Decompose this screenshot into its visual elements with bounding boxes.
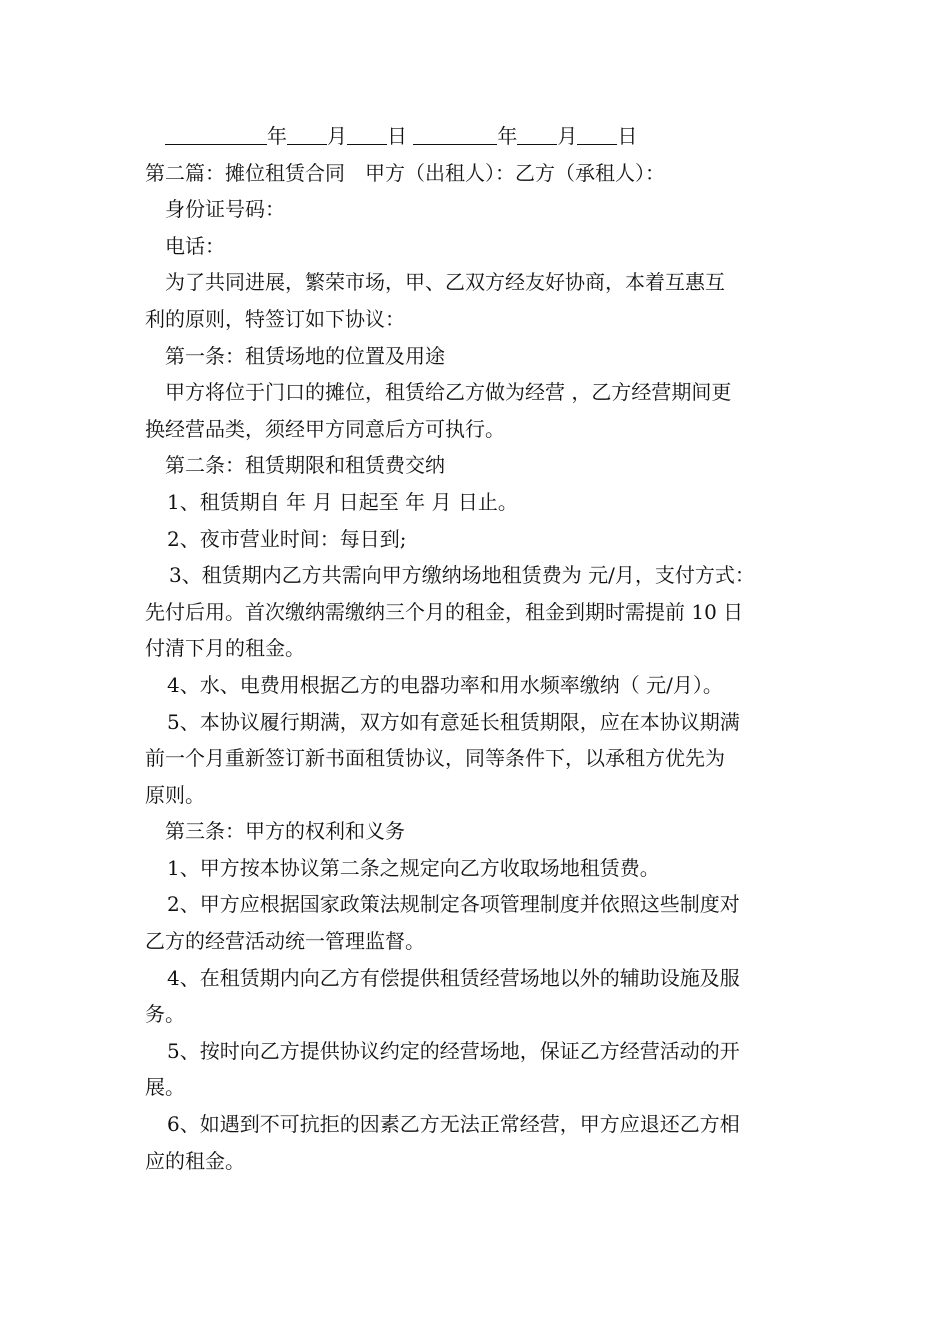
blank-month-2 [517, 122, 557, 145]
clause-line: 付清下月的租金。 [145, 636, 305, 661]
clause-line: 4、水、电费用根据乙方的电器功率和用水频率缴纳（ 元/月）。 [167, 672, 723, 697]
clause-line: 2、夜市营业时间：每日到; [167, 526, 407, 551]
blank-day-2 [577, 122, 617, 145]
clause-line: 务。 [145, 1002, 185, 1027]
clause-line: 原则。 [145, 782, 205, 807]
label-day-1: 日 [387, 124, 407, 148]
id-number-line: 身份证号码： [165, 197, 285, 222]
clause-line: 3、租赁期内乙方共需向甲方缴纳场地租赁费为 元/月，支付方式： [169, 563, 755, 588]
document-body [145, 118, 810, 1179]
label-year-1: 年 [267, 124, 287, 148]
chapter-title-line: 第二篇：摊位租赁合同 甲方（出租人）：乙方（承租人）： [145, 160, 665, 185]
clause-line: 展。 [145, 1075, 185, 1100]
clause-line: 应的租金。 [145, 1148, 245, 1173]
blank-month-1 [287, 122, 327, 145]
paragraph-line: 甲方将位于门口的摊位，租赁给乙方做为经营 ，乙方经营期间更 [165, 380, 732, 405]
clause-line: 1、租赁期自 年 月 日起至 年 月 日止。 [167, 489, 518, 514]
clause-line: 前一个月重新签订新书面租赁协议，同等条件下，以承租方优先为 [145, 746, 725, 771]
label-month-2: 月 [557, 124, 578, 148]
clause-line: 5、按时向乙方提供协议约定的经营场地，保证乙方经营活动的开 [167, 1038, 740, 1063]
label-year-2: 年 [497, 124, 518, 148]
label-month-1: 月 [327, 124, 347, 148]
article-heading: 第二条：租赁期限和租赁费交纳 [165, 453, 445, 478]
blank-day-1 [347, 122, 387, 145]
paragraph-line: 换经营品类，须经甲方同意后方可执行。 [145, 416, 505, 441]
clause-line: 1、甲方按本协议第二条之规定向乙方收取场地租赁费。 [167, 855, 660, 880]
clause-line: 先付后用。首次缴纳需缴纳三个月的租金，租金到期时需提前 10 日 [145, 599, 744, 624]
clause-line: 5、本协议履行期满，双方如有意延长租赁期限，应在本协议期满 [167, 709, 740, 734]
article-heading: 第三条：甲方的权利和义务 [165, 819, 405, 844]
preamble-line: 为了共同进展，繁荣市场，甲、乙双方经友好协商，本着互惠互 [165, 270, 725, 295]
phone-line: 电话： [165, 233, 225, 258]
blank-year-2 [413, 122, 497, 145]
signature-date-line [145, 118, 810, 155]
preamble-line: 利的原则，特签订如下协议： [145, 306, 405, 331]
clause-line: 乙方的经营活动统一管理监督。 [145, 929, 425, 954]
label-day-2: 日 [617, 124, 638, 148]
blank-year-1 [165, 122, 267, 145]
clause-line: 2、甲方应根据国家政策法规制定各项管理制度并依照这些制度对 [167, 892, 740, 917]
clause-line: 6、如遇到不可抗拒的因素乙方无法正常经营，甲方应退还乙方相 [167, 1112, 740, 1137]
clause-line: 4、在租赁期内向乙方有偿提供租赁经营场地以外的辅助设施及服 [167, 965, 740, 990]
article-heading: 第一条：租赁场地的位置及用途 [165, 343, 445, 368]
